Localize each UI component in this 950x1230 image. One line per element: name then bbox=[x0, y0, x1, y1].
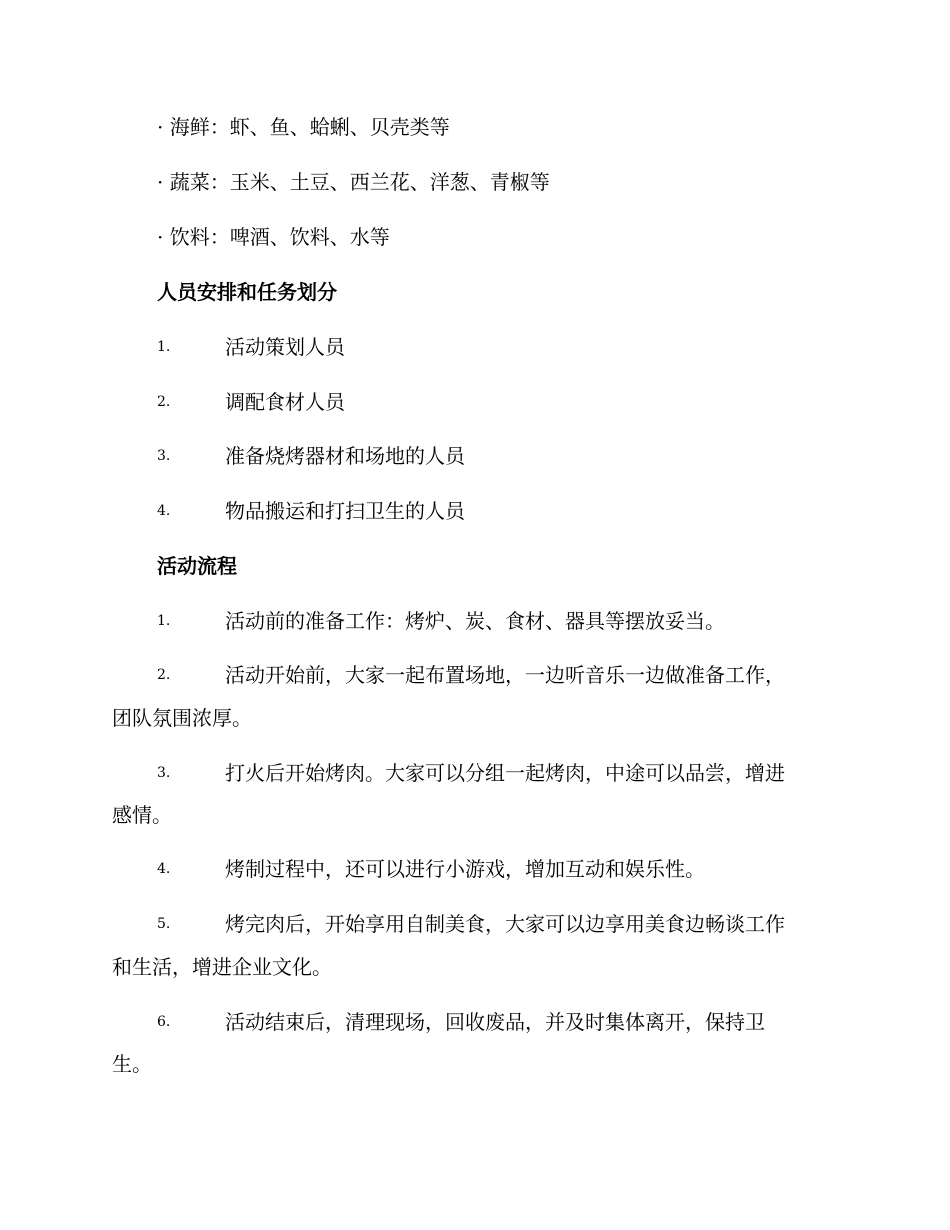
process-item-continuation: 生。 bbox=[112, 1052, 152, 1076]
process-item-continuation: 感情。 bbox=[112, 803, 172, 827]
process-item-text: 烤完肉后，开始享用自制美食，大家可以边享用美食边畅谈工作 bbox=[225, 912, 785, 936]
section-heading-process: 活动流程 bbox=[157, 554, 237, 578]
process-item-number: 5. bbox=[157, 916, 171, 932]
process-item-text: 活动前的准备工作：烤炉、炭、食材、器具等摆放妥当。 bbox=[225, 609, 725, 633]
staff-item-text: 物品搬运和打扫卫生的人员 bbox=[225, 499, 465, 523]
process-item-continuation: 和生活，增进企业文化。 bbox=[112, 955, 332, 979]
staff-item-number: 3. bbox=[157, 448, 171, 464]
process-item-number: 1. bbox=[157, 613, 171, 629]
process-item-number: 6. bbox=[157, 1014, 171, 1030]
bullet-drinks: · 饮料：啤酒、饮料、水等 bbox=[157, 225, 390, 249]
bullet-vegetables: · 蔬菜：玉米、土豆、西兰花、洋葱、青椒等 bbox=[157, 170, 550, 194]
process-item-text: 烤制过程中，还可以进行小游戏，增加互动和娱乐性。 bbox=[225, 857, 705, 881]
staff-item-text: 活动策划人员 bbox=[225, 335, 345, 359]
staff-item-text: 调配食材人员 bbox=[225, 390, 345, 414]
process-item-number: 2. bbox=[157, 667, 171, 683]
process-item-text: 活动结束后，清理现场，回收废品，并及时集体离开，保持卫 bbox=[225, 1010, 765, 1034]
process-item-number: 4. bbox=[157, 861, 171, 877]
section-heading-staff: 人员安排和任务划分 bbox=[157, 280, 337, 304]
bullet-seafood: · 海鲜：虾、鱼、蛤蜊、贝壳类等 bbox=[157, 115, 450, 139]
staff-item-number: 4. bbox=[157, 503, 171, 519]
staff-item-number: 1. bbox=[157, 339, 171, 355]
process-item-text: 打火后开始烤肉。大家可以分组一起烤肉，中途可以品尝，增进 bbox=[225, 761, 785, 785]
process-item-continuation: 团队氛围浓厚。 bbox=[112, 706, 252, 730]
staff-item-number: 2. bbox=[157, 394, 171, 410]
process-item-number: 3. bbox=[157, 765, 171, 781]
staff-item-text: 准备烧烤器材和场地的人员 bbox=[225, 444, 465, 468]
process-item-text: 活动开始前，大家一起布置场地，一边听音乐一边做准备工作， bbox=[225, 663, 785, 687]
